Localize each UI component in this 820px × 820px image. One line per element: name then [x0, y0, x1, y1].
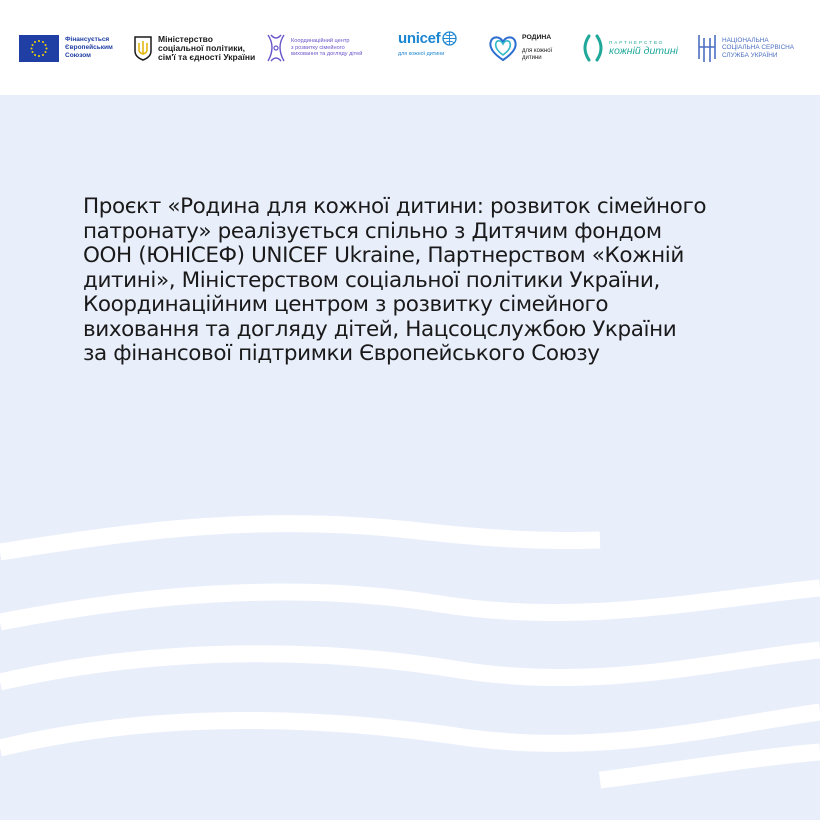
decorative-waves: [0, 500, 820, 820]
bracket-icon: [580, 33, 606, 63]
heart-icon: [488, 34, 518, 62]
eu-logo-text: Фінансується Європейським Союзом: [65, 36, 113, 59]
ministry-logo-text: Міністерство соціальної політики, сім'ї та єдності України: [158, 33, 256, 62]
kozhnii-dytyni-logo: [580, 28, 678, 68]
description-line: патронату» реалізується спільно з Дитячим фондом: [83, 218, 662, 244]
rodyna-subtitle: для кожної дитини: [522, 48, 553, 61]
wave: [0, 650, 820, 682]
unicef-logo: [398, 30, 457, 70]
description-line: дитині», Міністерством соціальної політики України,: [83, 267, 660, 293]
kozhnii-dytyni-title: кожній дитині: [609, 44, 678, 57]
unicef-globe-icon: [442, 31, 457, 46]
description-line: Координаційним центром з розвитку сімейного: [83, 292, 609, 317]
rodyna-logo: [488, 28, 552, 68]
project-description: [83, 195, 763, 367]
partner-logo-bar: [0, 0, 820, 95]
nssu-emblem-icon: [696, 32, 718, 64]
wave: [0, 524, 600, 552]
nssu-logo: [696, 28, 794, 68]
eu-logo: [19, 28, 113, 68]
ministry-logo: [133, 28, 255, 68]
coord-centre-logo: [265, 28, 362, 68]
eu-flag-icon: [19, 35, 59, 62]
description-line: виховання та догляду дітей, Нацсоцслужбою України: [83, 316, 677, 342]
description-line: Проєкт «Родина для кожної дитини: розвиток сімейного: [83, 194, 707, 219]
nssu-logo-text: НАЦІОНАЛЬНА СОЦІАЛЬНА СЕРВІСНА СЛУЖБА УКРАЇНИ: [722, 37, 795, 59]
description-line: за фінансової підтримки Європейського Союзу: [83, 341, 600, 366]
unicef-tagline: для кожної дитини: [398, 51, 445, 57]
coord-centre-figure-icon: [265, 31, 287, 65]
rodyna-title: РОДИНА: [522, 34, 552, 41]
unicef-wordmark: unicef: [398, 30, 441, 47]
trident-shield-icon: [133, 35, 153, 61]
kozhnii-dytyni-label: ПАРТНЕРСТВО: [609, 39, 665, 45]
coord-centre-logo-text: Координаційний центр з розвитку сімейного виховання та догляду дітей: [291, 38, 363, 58]
description-line: ООН (ЮНІСЕФ) UNICEF Ukraine, Партнерством «Кожній: [83, 243, 684, 268]
wave: [0, 588, 820, 622]
wave: [600, 752, 820, 780]
wave: [0, 712, 820, 748]
